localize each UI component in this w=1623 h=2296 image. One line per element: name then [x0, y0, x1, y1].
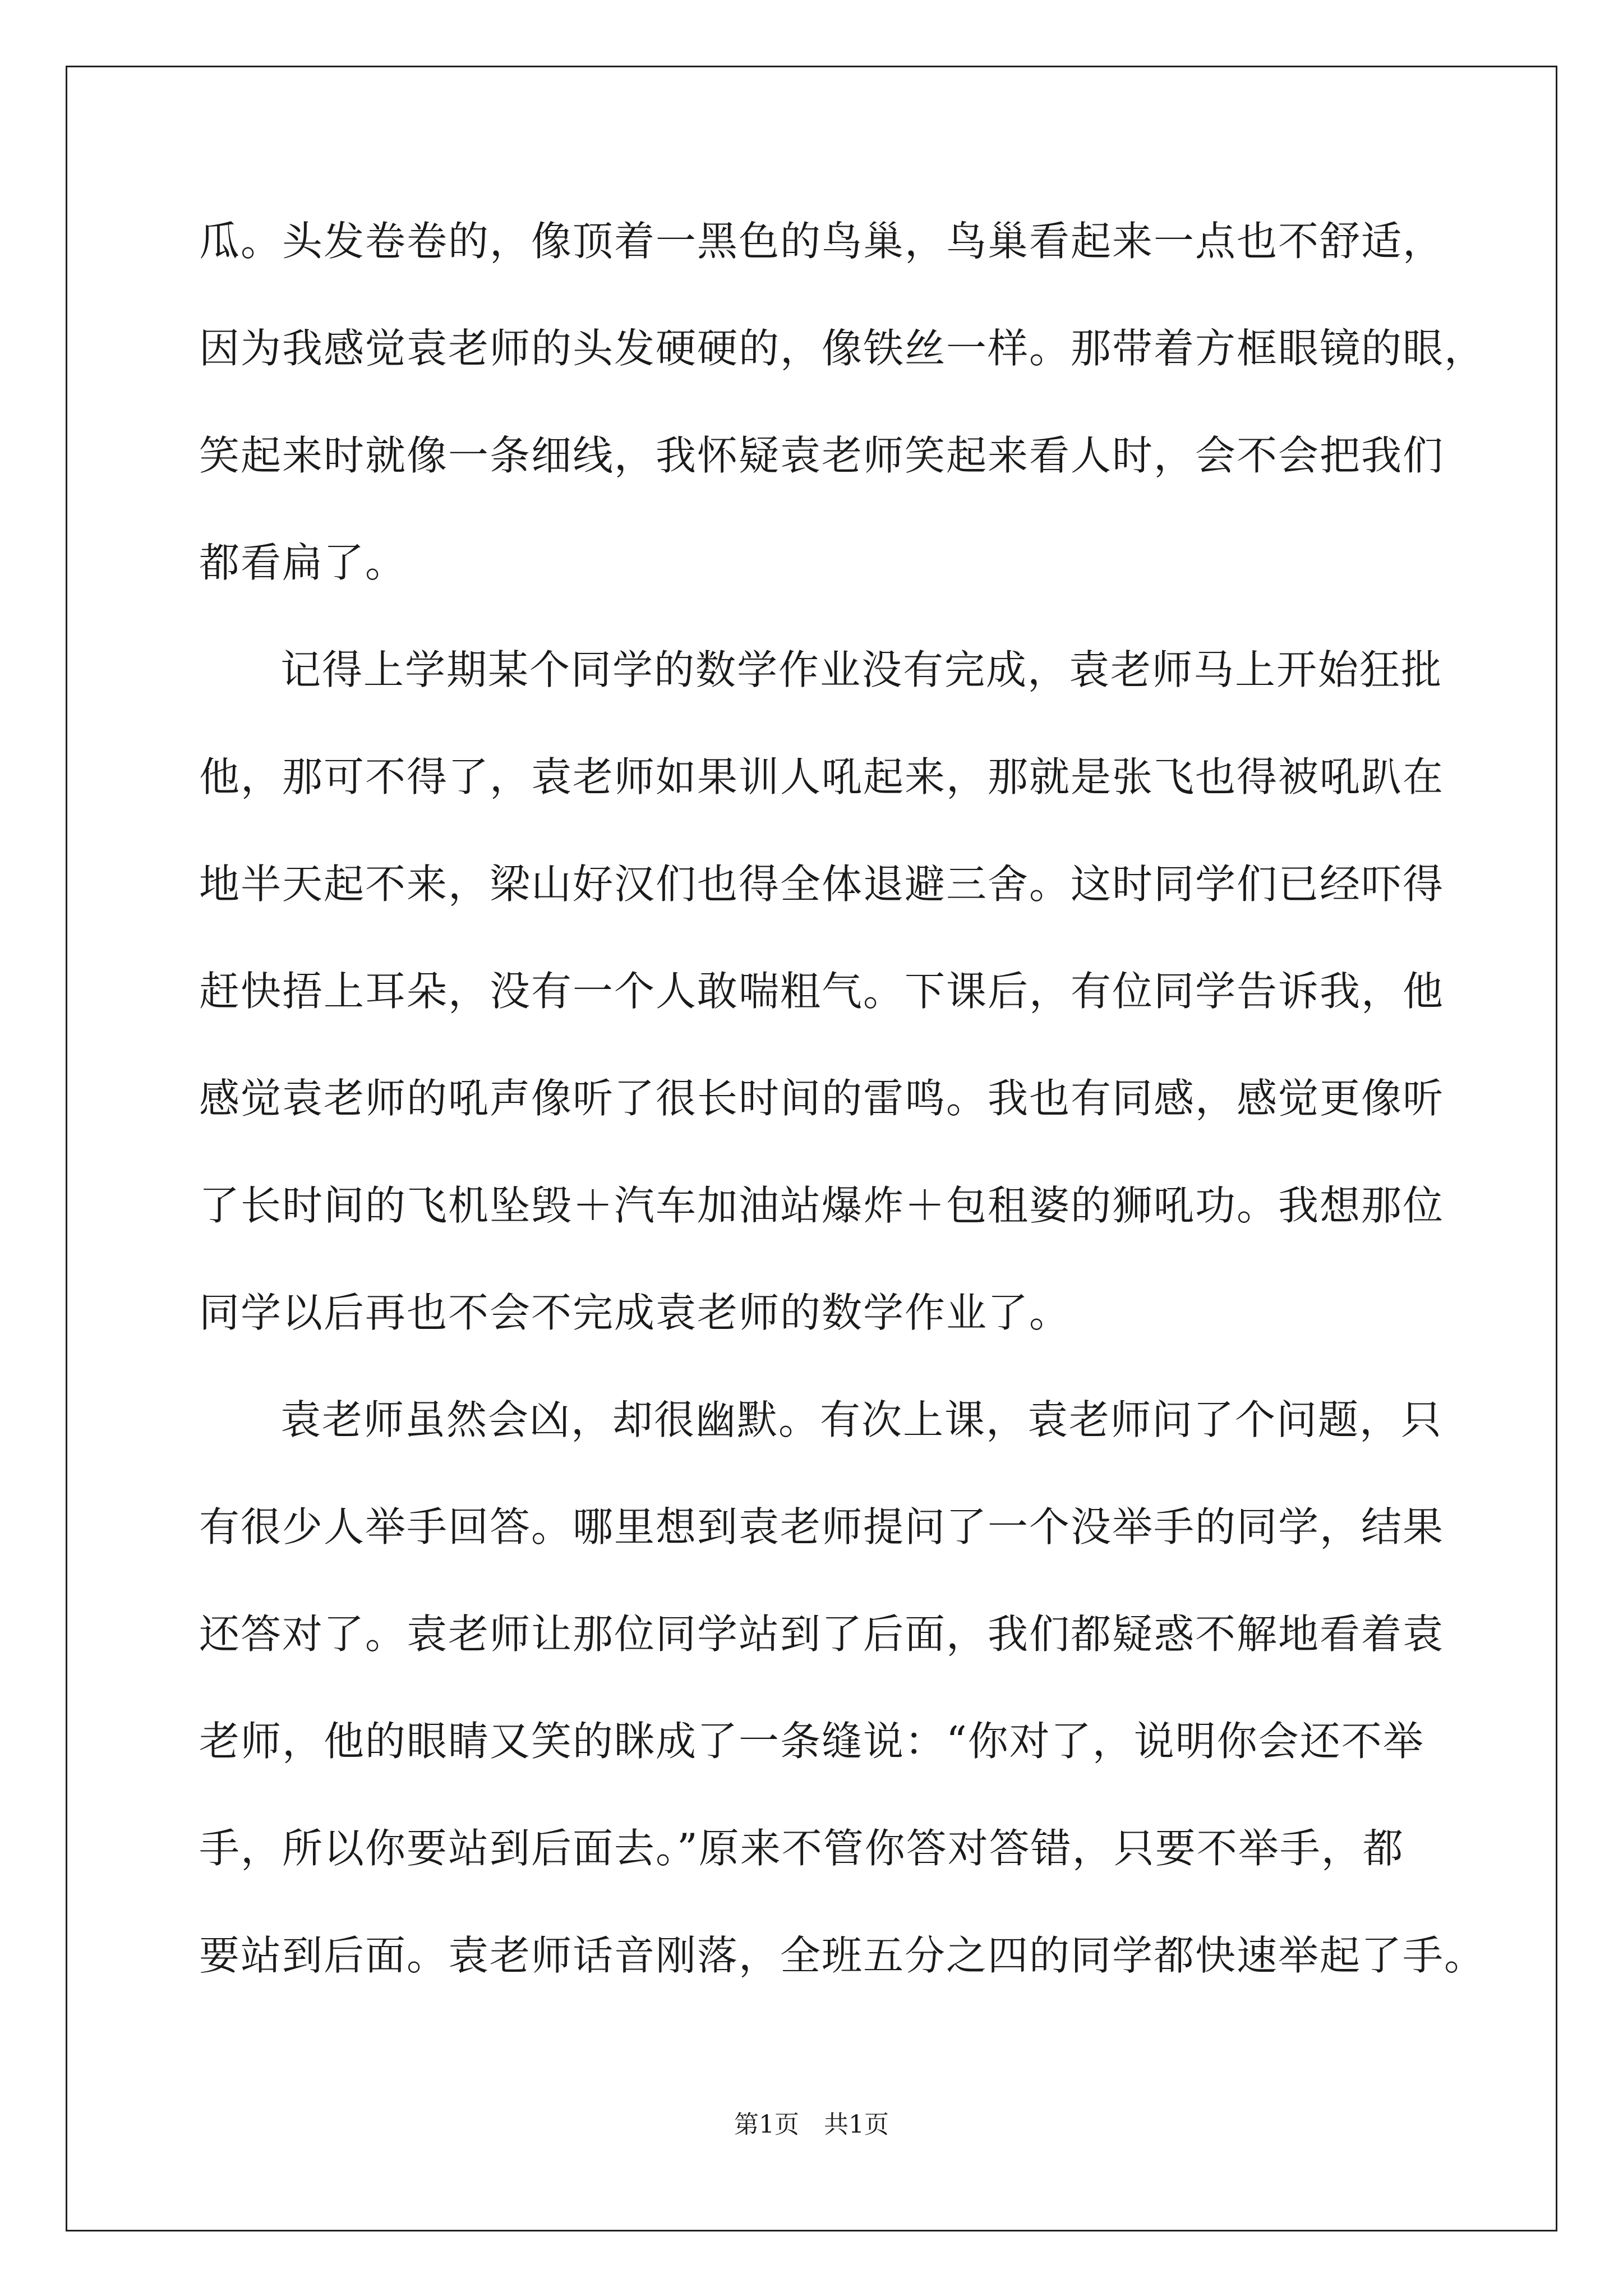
- text-line: 同学以后再也不会不完成袁老师的数学作业了。: [199, 1289, 1071, 1336]
- text-line: 赶快捂上耳朵，没有一个人敢喘粗气。下课后，有位同学告诉我，他: [199, 968, 1445, 1015]
- text-line: 感觉袁老师的吼声像听了很长时间的雷鸣。我也有同感，感觉更像听: [199, 1075, 1445, 1122]
- text-line: 瓜。头发卷卷的，像顶着一黑色的鸟巢，鸟巢看起来一点也不舒适，: [199, 218, 1445, 265]
- text-line: 都看扁了。: [199, 539, 407, 586]
- text-line: 他，那可不得了，袁老师如果训人吼起来，那就是张飞也得被吼趴在: [199, 753, 1445, 800]
- text-line: 笑起来时就像一条细线，我怀疑袁老师笑起来看人时，会不会把我们: [199, 432, 1445, 479]
- text-line: 了长时间的飞机坠毁＋汽车加油站爆炸＋包租婆的狮吼功。我想那位: [199, 1182, 1445, 1229]
- text-line: 因为我感觉袁老师的头发硬硬的，像铁丝一样。那带着方框眼镜的眼，: [199, 325, 1486, 372]
- text-line: 还答对了。袁老师让那位同学站到了后面，我们都疑惑不解地看着袁: [199, 1611, 1445, 1658]
- paragraph-first-line: 记得上学期某个同学的数学作业没有完成，袁老师马上开始狂批: [280, 646, 1443, 693]
- text-line: 手，所以你要站到后面去。”原来不管你答对答错，只要不举手，都: [199, 1825, 1404, 1872]
- text-line: 地半天起不来，梁山好汉们也得全体退避三舍。这时同学们已经吓得: [199, 861, 1445, 908]
- paragraph-first-line: 袁老师虽然会凶，却很幽默。有次上课，袁老师问了个问题，只: [280, 1396, 1443, 1443]
- text-line: 要站到后面。袁老师话音刚落，全班五分之四的同学都快速举起了手。: [199, 1932, 1486, 1979]
- text-line: 有很少人举手回答。哪里想到袁老师提问了一个没举手的同学，结果: [199, 1503, 1445, 1550]
- text-line: 老师，他的眼睛又笑的眯成了一条缝说：“你对了，说明你会还不举: [199, 1718, 1424, 1765]
- page-number: 第1页 共1页: [734, 2110, 889, 2139]
- page-border: [66, 66, 1557, 2231]
